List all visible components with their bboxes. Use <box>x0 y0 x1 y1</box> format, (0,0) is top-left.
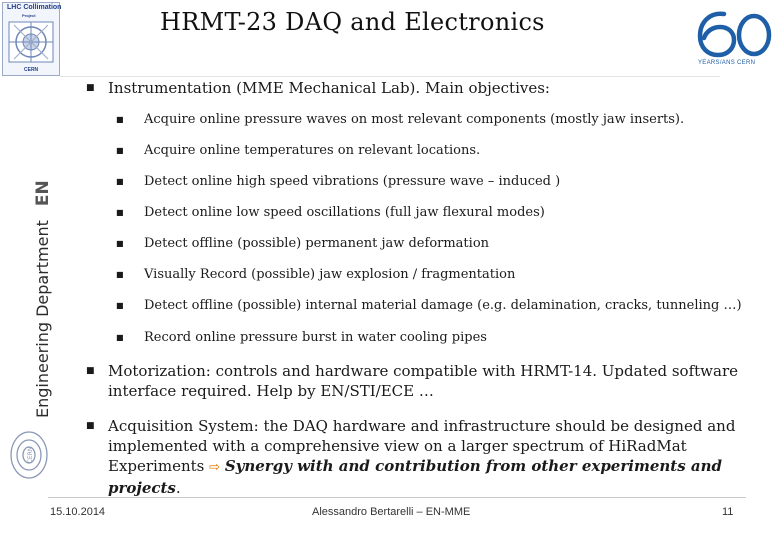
bullet-text <box>108 361 768 401</box>
footer-author: Alessandro Bertarelli – EN-MME <box>312 506 471 518</box>
cern-logo <box>8 430 50 480</box>
synergy-text: Synergy with and contribution from other experiments and <box>224 457 722 475</box>
department-name: Engineering Department <box>33 220 52 418</box>
department-label <box>33 180 53 418</box>
cern-60-years-logo <box>692 8 778 72</box>
sub-bullet-text: Record online pressure burst in water cooling pipes <box>144 330 487 345</box>
bullet-line: interface required. Help by EN/STI/ECE … <box>108 382 434 400</box>
header-divider <box>60 76 720 77</box>
sentence-end: . <box>175 479 181 497</box>
sub-bullet-text: Detect online high speed vibrations (pressure wave – induced ) <box>144 174 561 189</box>
sub-bullet-marker: ■ <box>116 270 124 279</box>
page-number: 11 <box>722 506 734 518</box>
arrow-right-icon: ⇨ <box>209 460 221 475</box>
sub-bullet-marker: ■ <box>116 333 124 342</box>
sub-bullet-text: Detect offline (possible) permanent jaw deformation <box>144 236 490 251</box>
bullet-line: Acquisition System: the DAQ hardware and infrastructure should be designed and <box>108 417 736 435</box>
cern-logo-text: CERN <box>27 446 34 464</box>
department-short: EN <box>33 180 53 207</box>
bullet-line: Motorization: controls and hardware compatible with HRMT-14. Updated software <box>108 362 738 380</box>
bullet-marker: ■ <box>86 83 95 93</box>
footer-date: 15.10.2014 <box>50 506 106 518</box>
sub-bullet-text: Acquire online pressure waves on most relevant components (mostly jaw inserts). <box>144 112 685 127</box>
bullet-text: Instrumentation (MME Mechanical Lab). Main objectives: <box>108 79 550 97</box>
sub-bullet-text: Detect online low speed oscillations (full jaw flexural modes) <box>144 205 545 220</box>
footer-divider <box>48 497 746 498</box>
sub-bullet-text: Detect offline (possible) internal material damage (e.g. delamination, cracks, tunneling …) <box>144 298 742 313</box>
sub-bullet-marker: ■ <box>116 208 124 217</box>
sub-bullet-marker: ■ <box>116 177 124 186</box>
sixty-logo-caption: YEARS/ANS CERN <box>698 60 756 66</box>
bullet-line: implemented with a comprehensive view on a larger spectrum of HiRadMat <box>108 437 687 455</box>
sub-bullet-marker: ■ <box>116 115 124 124</box>
cern-emblem-icon <box>8 430 50 480</box>
bullet-text <box>108 416 768 498</box>
bullet-marker: ■ <box>86 366 95 376</box>
lhc-logo-title: LHC Collimation <box>7 4 62 11</box>
sixty-icon <box>692 8 778 60</box>
sub-bullet-text: Visually Record (possible) jaw explosion / fragmentation <box>144 267 516 282</box>
lhc-collimation-logo <box>2 2 60 76</box>
slide-title: HRMT-23 DAQ and Electronics <box>160 8 545 36</box>
sub-bullet-marker: ■ <box>116 146 124 155</box>
lhc-logo-cern: CERN <box>24 67 39 73</box>
sub-bullet-text: Acquire online temperatures on relevant locations. <box>144 143 481 158</box>
bullet-marker: ■ <box>86 421 95 431</box>
sub-bullet-marker: ■ <box>116 239 124 248</box>
lhc-logo-subtitle: Project <box>22 13 36 18</box>
bullet-line: Experiments <box>108 457 205 475</box>
sub-bullet-marker: ■ <box>116 301 124 310</box>
collimator-icon <box>6 19 56 65</box>
synergy-text-end: projects <box>108 479 176 497</box>
